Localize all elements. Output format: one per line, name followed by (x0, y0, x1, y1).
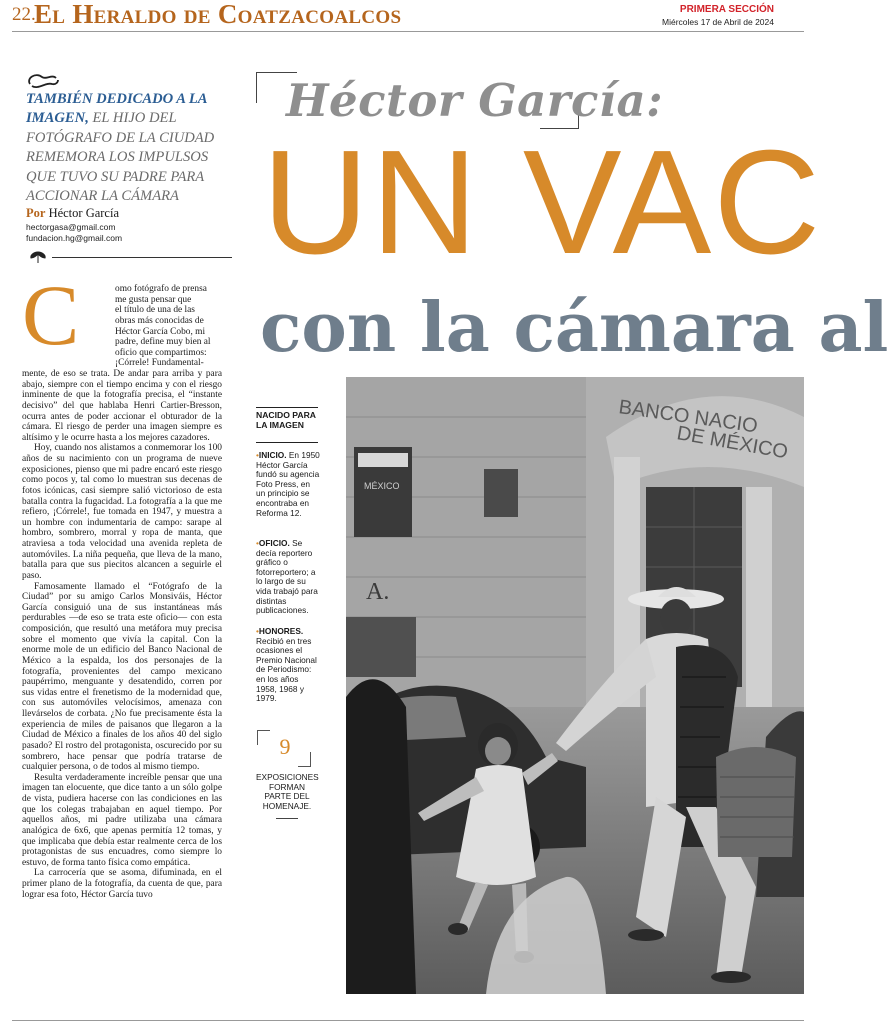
door-letter: A. (366, 579, 390, 605)
article-kicker (26, 90, 232, 206)
kicker-rest: EL HIJO DEL FOTÓGRAFO DE LA CIUDAD REMEMORA LOS IMPULSOS QUE TUVO SU PADRE PARA ACCIONAR LA CÁMARA (26, 110, 215, 205)
stat-number: 9 (279, 734, 291, 759)
photo-illustration (346, 377, 804, 994)
header-divider (12, 31, 804, 32)
text-line: obras más conocidas de (115, 315, 204, 326)
byline-prefix: Por (26, 206, 46, 220)
author-email-2[interactable]: fundacion.hg@gmail.com (26, 233, 123, 243)
byline (26, 206, 119, 221)
paragraph: Resulta verdaderamente increíble pensar que una imagen tan elocuente, que dice tanto a un sólo golpe de vista, pudiera hacerse con las condiciones en las que los colegas trabajaban en aquel tiempo. Por aquellos años, mi padre utilizaba una cámara analógica de 6x6, que apenas permitía 12 tomas, y que implicaba que debía estar realmente cerca de los protagonistas de sus encuadres, como siempre lo estuvo, de forma tanto física como empática. (22, 772, 222, 868)
article-photo[interactable] (346, 377, 804, 994)
article-body (22, 369, 222, 900)
issue-date: Miércoles 17 de Abril de 2024 (662, 17, 774, 27)
text-line: el título de una de las (115, 305, 195, 316)
paragraph: Famosamente llamado el “Fotógrafo de la Ciudad” por su amigo Carlos Monsiváis, Héctor García consiguió una de sus instantáneas más perdurables —de eso se trata este oficio— con esta composición, que resultó una metáfora muy precisa sobre el momento que vivía la capital. Con la enorme mole de un edificio del Banco Nacional de México a la espalda, los dos personajes de la fotografía, provenientes del campo mexicano paupérrimo, menguante y desatendido, corren por sus vidas entre el frenetismo de la modernidad que, con sus automóviles velocísimos, amenaza con llevárselos de corbata. ¿No fue precisamente ésta la experiencia de miles de paisanos que llegaron a la Ciudad de México a finales de los años 40 del siglo pasado? El rostro del protagonista, oscurecido por su sombrero, hace pensar que podría tratarse de cualquier persona, o de todos al mismo tiempo. (22, 581, 222, 773)
paragraph: La carrocería que se asoma, difuminada, en el primer plano de la fotografía, da cuenta de que, para lograr esa foto, Héctor García tuvo (22, 868, 222, 900)
headline-sub: con la cámara al (260, 288, 888, 368)
article-opening-lines (115, 284, 222, 369)
bullet-icon: • (256, 538, 259, 548)
footer-divider (12, 1020, 804, 1021)
text-line: padre, define muy bien al (115, 337, 211, 348)
headline-name: Héctor García: (286, 74, 664, 127)
bullet-icon: • (256, 626, 259, 636)
paragraph: Hoy, cuando nos alistamos a conmemorar los 100 años de su nacimiento con un programa de nueve exposiciones, pienso que mi padre encaró este riesgo como pocos y, tal como lo muestran sus decenas de fotos icónicas, casi siempre salió victorioso de esta batalla contra la fugacidad. La fotografía a la que me refiero, ¡Córrele!, fue tomada en 1947, y muestra a un hombre con indumentaria de campo: sarape al hombro, sombrero, morral y ropa de manta, que atraviesa a toda velocidad una avenida repleta de automóviles. La niña pequeña, que lleva de la mano, batalla para que sus piecitos alcancen a seguirle el paso. (22, 443, 222, 581)
sidebar-title: NACIDO PARA LA IMAGEN (256, 407, 318, 430)
bullet-icon: • (256, 450, 259, 460)
author-email-1[interactable]: hectorgasa@gmail.com (26, 222, 116, 232)
page-number: 22. (12, 4, 36, 25)
bank-sign-line1: BANCO NACIO (617, 396, 760, 438)
sidebar-item-oficio: •OFICIO. Se decía reportero gráfico o fotorreportero; a lo largo de su vida trabajó para distintas publicaciones. (256, 538, 318, 616)
intro-divider (52, 257, 232, 258)
stat-divider (276, 818, 298, 819)
text-line: omo fotógrafo de prensa (115, 284, 207, 294)
sidebar-divider (256, 442, 318, 443)
headline-main: UN VAC (262, 120, 823, 285)
text-line: oficio que compartimos: (115, 347, 207, 358)
flourish-ornament-icon (26, 68, 60, 90)
kicker-lead: TAMBIÉN DEDICADO A LA IMAGEN, (26, 91, 207, 127)
paragraph: mente, de eso se trata. De andar para arriba y para abajo, siempre con el tiempo encima y con el riesgo inminente de que la fotografía precisa, el “instante decisivo” del que hablaba Henri Cartier-Bresson, ocurra antes de poder accionar el obturador de la cámara. El riesgo de perder una imagen siempre es altísimo y le ocurre hasta a los mejores cazadores. (22, 369, 222, 443)
text-line: Héctor García Cobo, mi (115, 326, 206, 337)
stat-caption: EXPOSICIONES FORMAN PARTE DEL HOMENAJE. (256, 772, 319, 811)
bank-sign-line2: DE MÉXICO (675, 422, 790, 464)
masthead: El Heraldo de Coatzacoalcos (34, 0, 402, 29)
sidebar-item-honores: •HONORES. Recibió en tres ocasiones el Premio Nacional de Periodismo: en los años 1958, 1968 y 1979. (256, 626, 317, 704)
author-name: Héctor García (48, 206, 120, 220)
window-sign-text: MÉXICO (364, 481, 400, 491)
text-line: me gusta pensar que (115, 294, 192, 305)
text-line: ¡Córrele! Fundamental- (115, 358, 204, 369)
section-label: PRIMERA SECCIÓN (679, 4, 774, 15)
sidebar-item-inicio: •INICIO. En 1950 Héctor García fundó su agencia Foto Press, en un principio se encontraba en Reforma 12. (256, 450, 320, 518)
drop-cap: C (22, 267, 80, 363)
leaf-ornament-icon (28, 250, 48, 264)
